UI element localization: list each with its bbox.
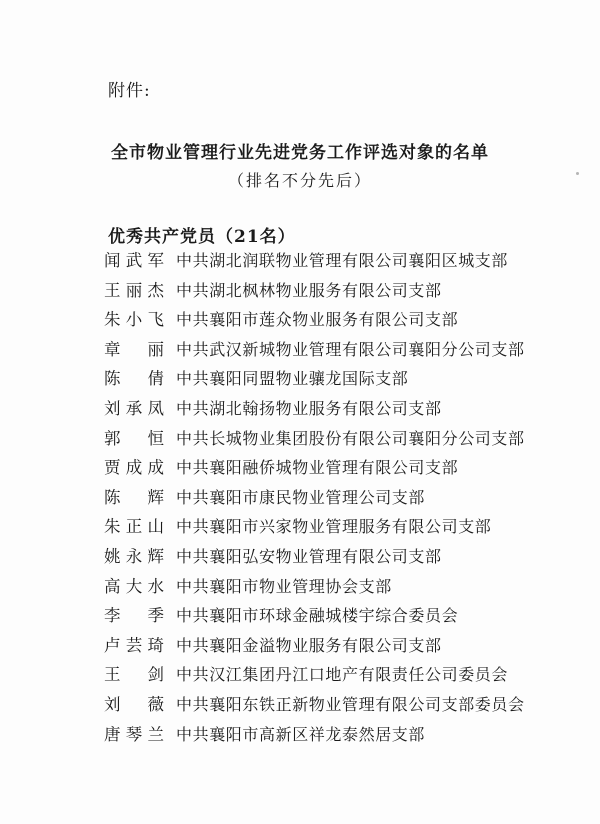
member-name: 李季: [104, 606, 164, 626]
member-name: 高大水: [104, 576, 164, 596]
member-row: [0, 601, 600, 631]
member-name: 贾成成: [104, 458, 164, 478]
member-row: [0, 276, 600, 306]
member-organization: 中共汉江集团丹江口地产有限责任公司委员会: [176, 665, 509, 685]
section-heading: 优秀共产党员（21名）: [108, 227, 296, 247]
member-name: 王剑: [104, 665, 164, 685]
member-name: 陈辉: [104, 487, 164, 507]
member-row: [0, 335, 600, 365]
member-organization: 中共襄阳市康民物业管理公司支部: [176, 487, 426, 507]
member-row: [0, 660, 600, 690]
member-name: 朱正山: [104, 517, 164, 537]
member-name: 姚永辉: [104, 546, 164, 566]
member-name: 闻武军: [104, 251, 164, 270]
document-subtitle: （排名不分先后）: [227, 171, 372, 190]
member-row: [0, 453, 600, 483]
member-name: 唐琴兰: [104, 724, 164, 744]
member-row: [0, 246, 600, 276]
member-row: [0, 305, 600, 335]
member-row: [0, 364, 600, 394]
member-row: [0, 572, 600, 602]
member-name: 刘承凤: [104, 398, 164, 418]
member-row: [0, 542, 600, 572]
member-name: 陈倩: [104, 369, 164, 389]
member-list: [0, 246, 600, 749]
attachment-label: 附件:: [108, 81, 151, 101]
member-organization: 中共湖北枫林物业服务有限公司支部: [176, 280, 442, 300]
document-title: 全市物业管理行业先进党务工作评选对象的名单: [111, 143, 489, 163]
member-organization: 中共襄阳弘安物业管理有限公司支部: [176, 546, 442, 566]
member-organization: 中共襄阳市莲众物业服务有限公司支部: [176, 310, 459, 330]
member-name: 刘薇: [104, 694, 164, 714]
member-row: [0, 424, 600, 454]
member-row: [0, 631, 600, 661]
member-name: 章丽: [104, 339, 164, 359]
member-name: 朱小飞: [104, 310, 164, 330]
member-row: [0, 720, 600, 750]
member-row: [0, 483, 600, 513]
member-organization: 中共襄阳市高新区祥龙泰然居支部: [176, 724, 426, 744]
member-organization: 中共襄阳金溢物业服务有限公司支部: [176, 635, 442, 655]
member-name: 郭恒: [104, 428, 164, 448]
member-organization: 中共襄阳市环球金融城楼宇综合委员会: [176, 606, 459, 626]
member-organization: 中共湖北润联物业管理有限公司襄阳区城支部: [176, 251, 509, 270]
member-organization: 中共武汉新城物业管理有限公司襄阳分公司支部: [176, 339, 525, 359]
member-organization: 中共襄阳东铁正新物业管理有限公司支部委员会: [176, 694, 525, 714]
member-organization: 中共襄阳融侨城物业管理有限公司支部: [176, 458, 459, 478]
member-name: 王丽杰: [104, 280, 164, 300]
scan-speck: [576, 172, 579, 175]
member-name: 卢芸琦: [104, 635, 164, 655]
member-organization: 中共襄阳同盟物业骧龙国际支部: [176, 369, 409, 389]
member-row: [0, 690, 600, 720]
member-organization: 中共襄阳市物业管理协会支部: [176, 576, 392, 596]
member-organization: 中共湖北翰扬物业服务有限公司支部: [176, 398, 442, 418]
member-organization: 中共长城物业集团股份有限公司襄阳分公司支部: [176, 428, 525, 448]
member-organization: 中共襄阳市兴家物业管理服务有限公司支部: [176, 517, 492, 537]
member-row: [0, 512, 600, 542]
member-row: [0, 394, 600, 424]
